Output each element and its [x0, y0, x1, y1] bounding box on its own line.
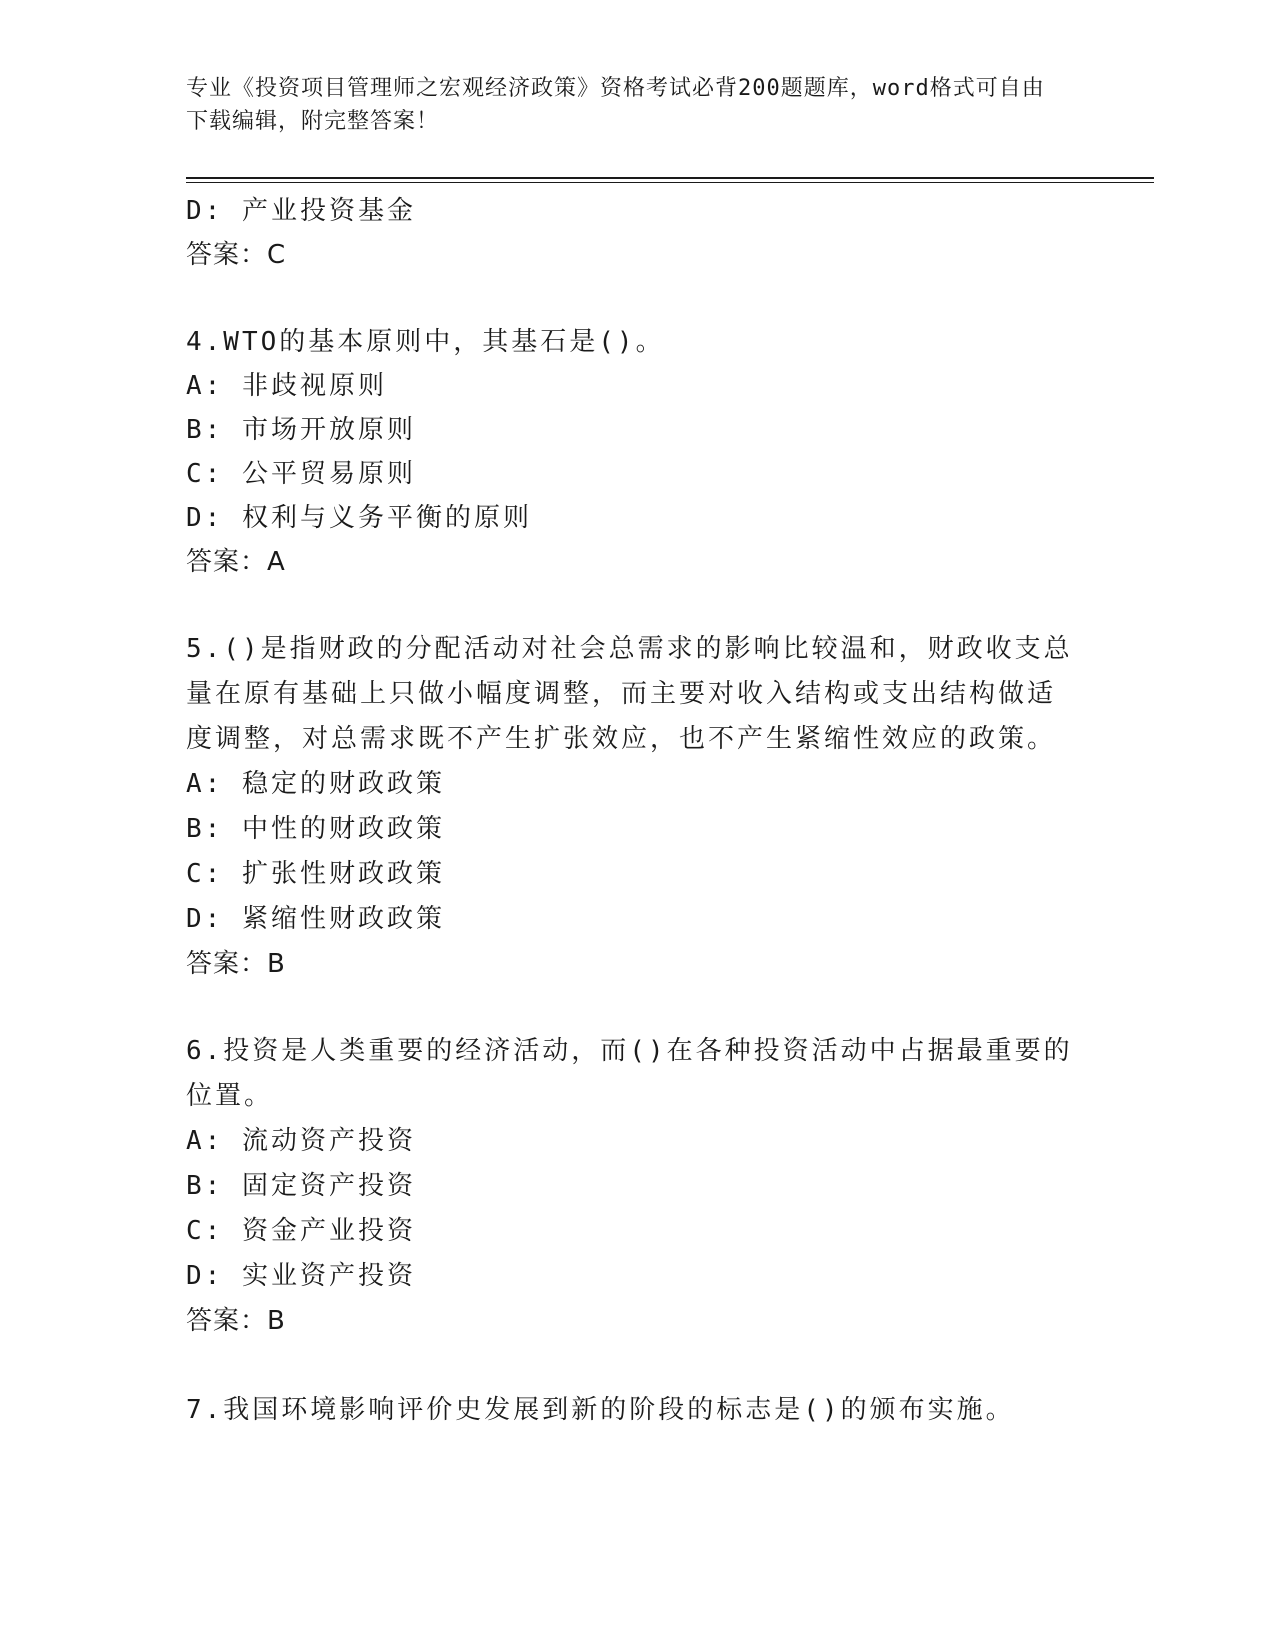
- header-divider-thin: [186, 182, 1154, 183]
- q4-option-a: A: 非歧视原则: [186, 371, 387, 401]
- document-header: 专业《投资项目管理师之宏观经济政策》资格考试必背200题题库，word格式可自由下载编辑，附完整答案！: [186, 76, 1045, 134]
- q3-answer: 答案：C: [186, 240, 287, 270]
- q6-option-d: D: 实业资产投资: [186, 1261, 416, 1291]
- header-divider-thick: [186, 177, 1154, 179]
- q6-stem-line-2: 位置。: [186, 1081, 274, 1111]
- q4-option-c: C: 公平贸易原则: [186, 459, 416, 489]
- q5-option-b: B: 中性的财政政策: [186, 814, 445, 844]
- q6-option-b: B: 固定资产投资: [186, 1171, 416, 1201]
- q5-option-c: C: 扩张性财政政策: [186, 859, 445, 889]
- q6-answer: 答案：B: [186, 1306, 286, 1336]
- q5-option-d: D: 紧缩性财政政策: [186, 904, 445, 934]
- q5-option-a: A: 稳定的财政政策: [186, 769, 445, 799]
- q6-stem-line-1: 6.投资是人类重要的经济活动，而()在各种投资活动中占据最重要的: [186, 1036, 1073, 1066]
- q3-option-d: D: 产业投资基金: [186, 196, 416, 226]
- q6-option-c: C: 资金产业投资: [186, 1216, 416, 1246]
- q4-answer: 答案：A: [186, 547, 286, 577]
- q5-stem-line-2: 量在原有基础上只做小幅度调整，而主要对收入结构或支出结构做适: [186, 679, 1057, 709]
- q5-answer: 答案：B: [186, 949, 286, 979]
- q5-stem-line-1: 5.()是指财政的分配活动对社会总需求的影响比较温和，财政收支总: [186, 634, 1073, 664]
- q5-stem-line-3: 度调整，对总需求既不产生扩张效应，也不产生紧缩性效应的政策。: [186, 724, 1057, 754]
- q7-stem: 7.我国环境影响评价史发展到新的阶段的标志是()的颁布实施。: [186, 1395, 1015, 1425]
- q4-option-b: B: 市场开放原则: [186, 415, 416, 445]
- q6-option-a: A: 流动资产投资: [186, 1126, 416, 1156]
- q4-option-d: D: 权利与义务平衡的原则: [186, 503, 532, 533]
- q4-stem: 4.WTO的基本原则中，其基石是()。: [186, 327, 665, 357]
